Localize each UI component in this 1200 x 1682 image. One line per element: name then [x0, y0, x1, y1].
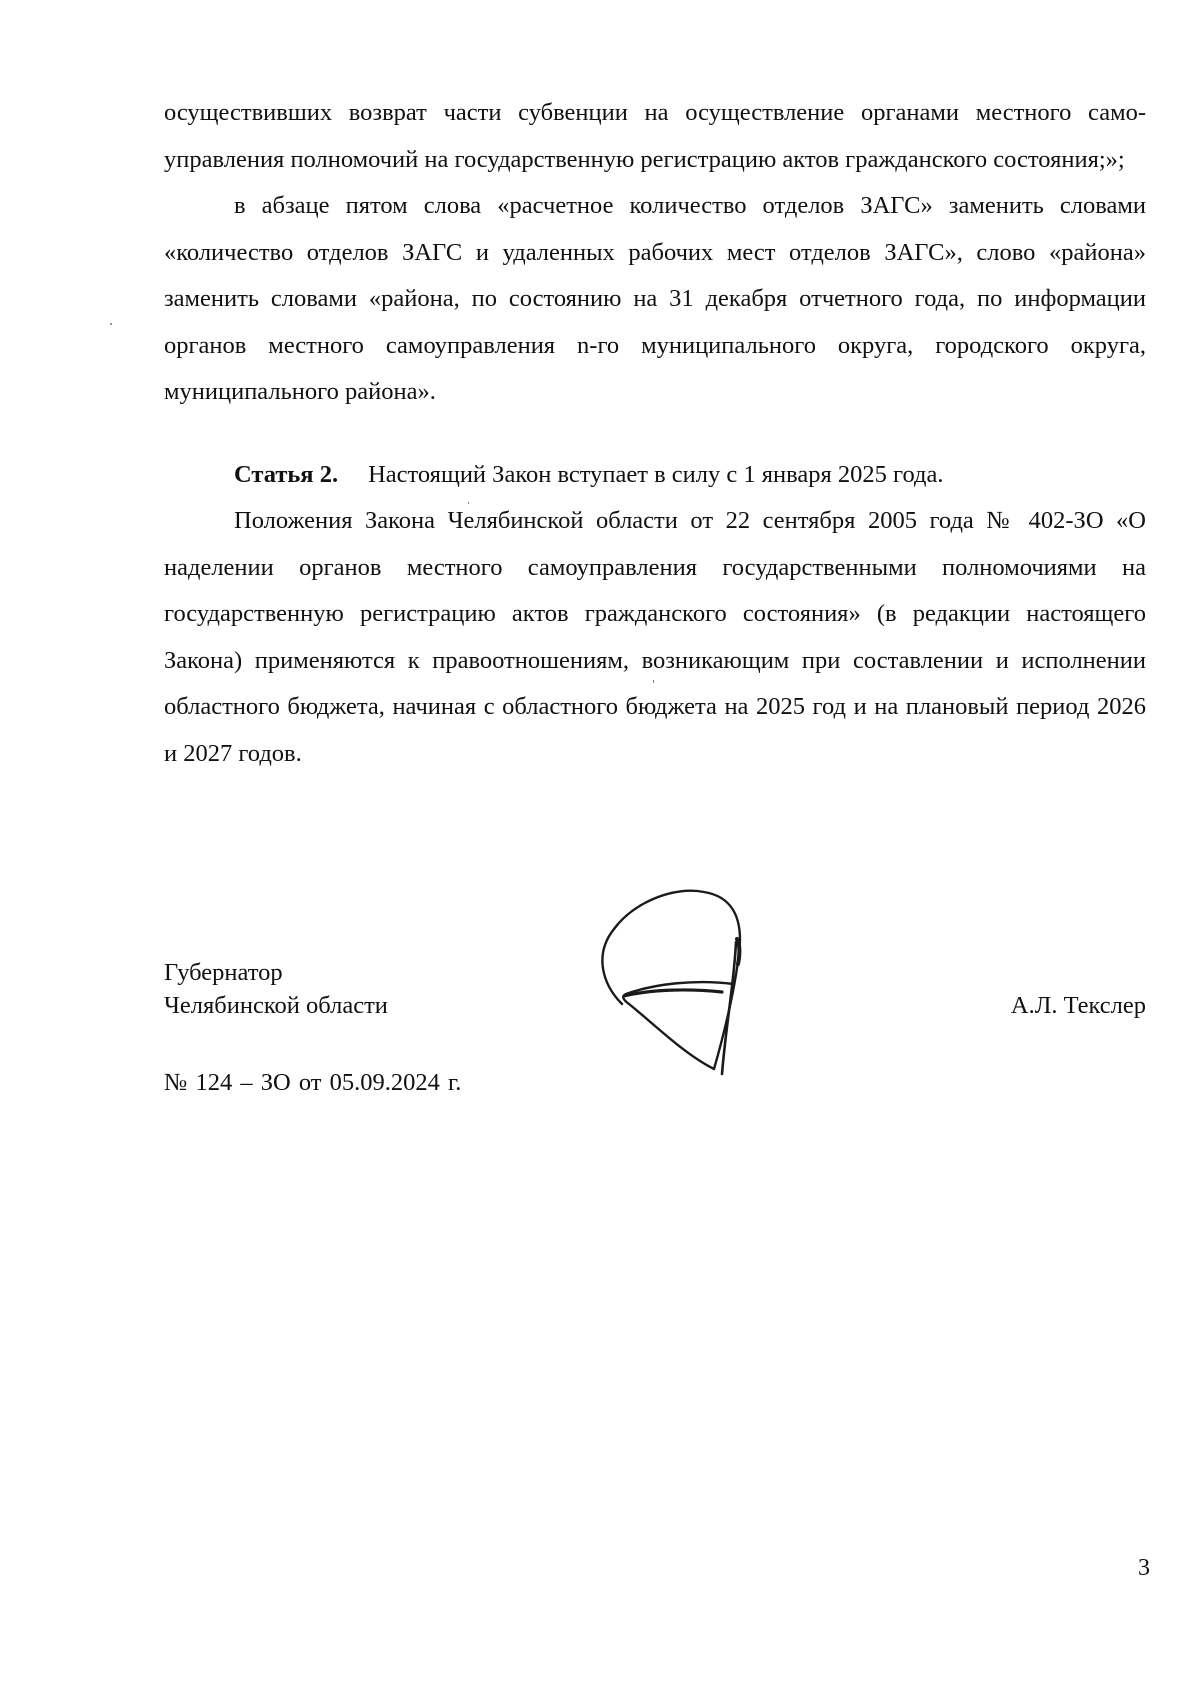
article-heading: Статья 2. [234, 460, 339, 488]
handwritten-signature [594, 884, 764, 1079]
scan-speck [653, 680, 654, 683]
signatory-title-line2: Челябинской области [164, 992, 388, 1019]
paragraph-application: Положения Закона Челябинской области от 22 сентября 2005 года № 402-ЗО «О наделении органов местного самоуправления государственными полномочиями на государственную регистрацию актов гражданского состояния» (в редакции настоящего Закона) применяются к правоотношениям, возникающим при составлении и исполнении областного бюджета, начиная с областного бюджета на 2025 год и на плановый период 2026 и 2027 годов. [164, 507, 1146, 767]
law-number-date: № 124 – ЗО от 05.09.2024 г. [164, 1069, 462, 1096]
signatory-title [164, 956, 388, 1022]
article-2 [164, 452, 1146, 499]
document-body [164, 90, 1146, 777]
article-text: Настоящий Закон вступает в силу с 1 января 2025 года. [368, 460, 944, 488]
signatory-title-line1: Губернатор [164, 959, 283, 986]
scan-speck [110, 323, 112, 325]
paragraph-continuation: осуществивших возврат части субвенции на осуществление органами местного самоуправления полномочий на государственную регистрацию актов гражданского состояния;»; [164, 99, 1146, 173]
scan-speck [468, 502, 469, 504]
paragraph-amendment: в абзаце пятом слова «расчетное количество отделов ЗАГС» заменить словами «количество отделов ЗАГС и удаленных рабочих мест отделов ЗАГС», слово «района» заменить словами «района, по состоянию на 31 декабря отчетного года, по информации органов местного самоуправления n-го муниципального округа, городского округа, муниципального района». [164, 192, 1146, 405]
signatory-name: А.Л. Текслер [1010, 992, 1146, 1019]
page-number: 3 [1138, 1555, 1150, 1581]
